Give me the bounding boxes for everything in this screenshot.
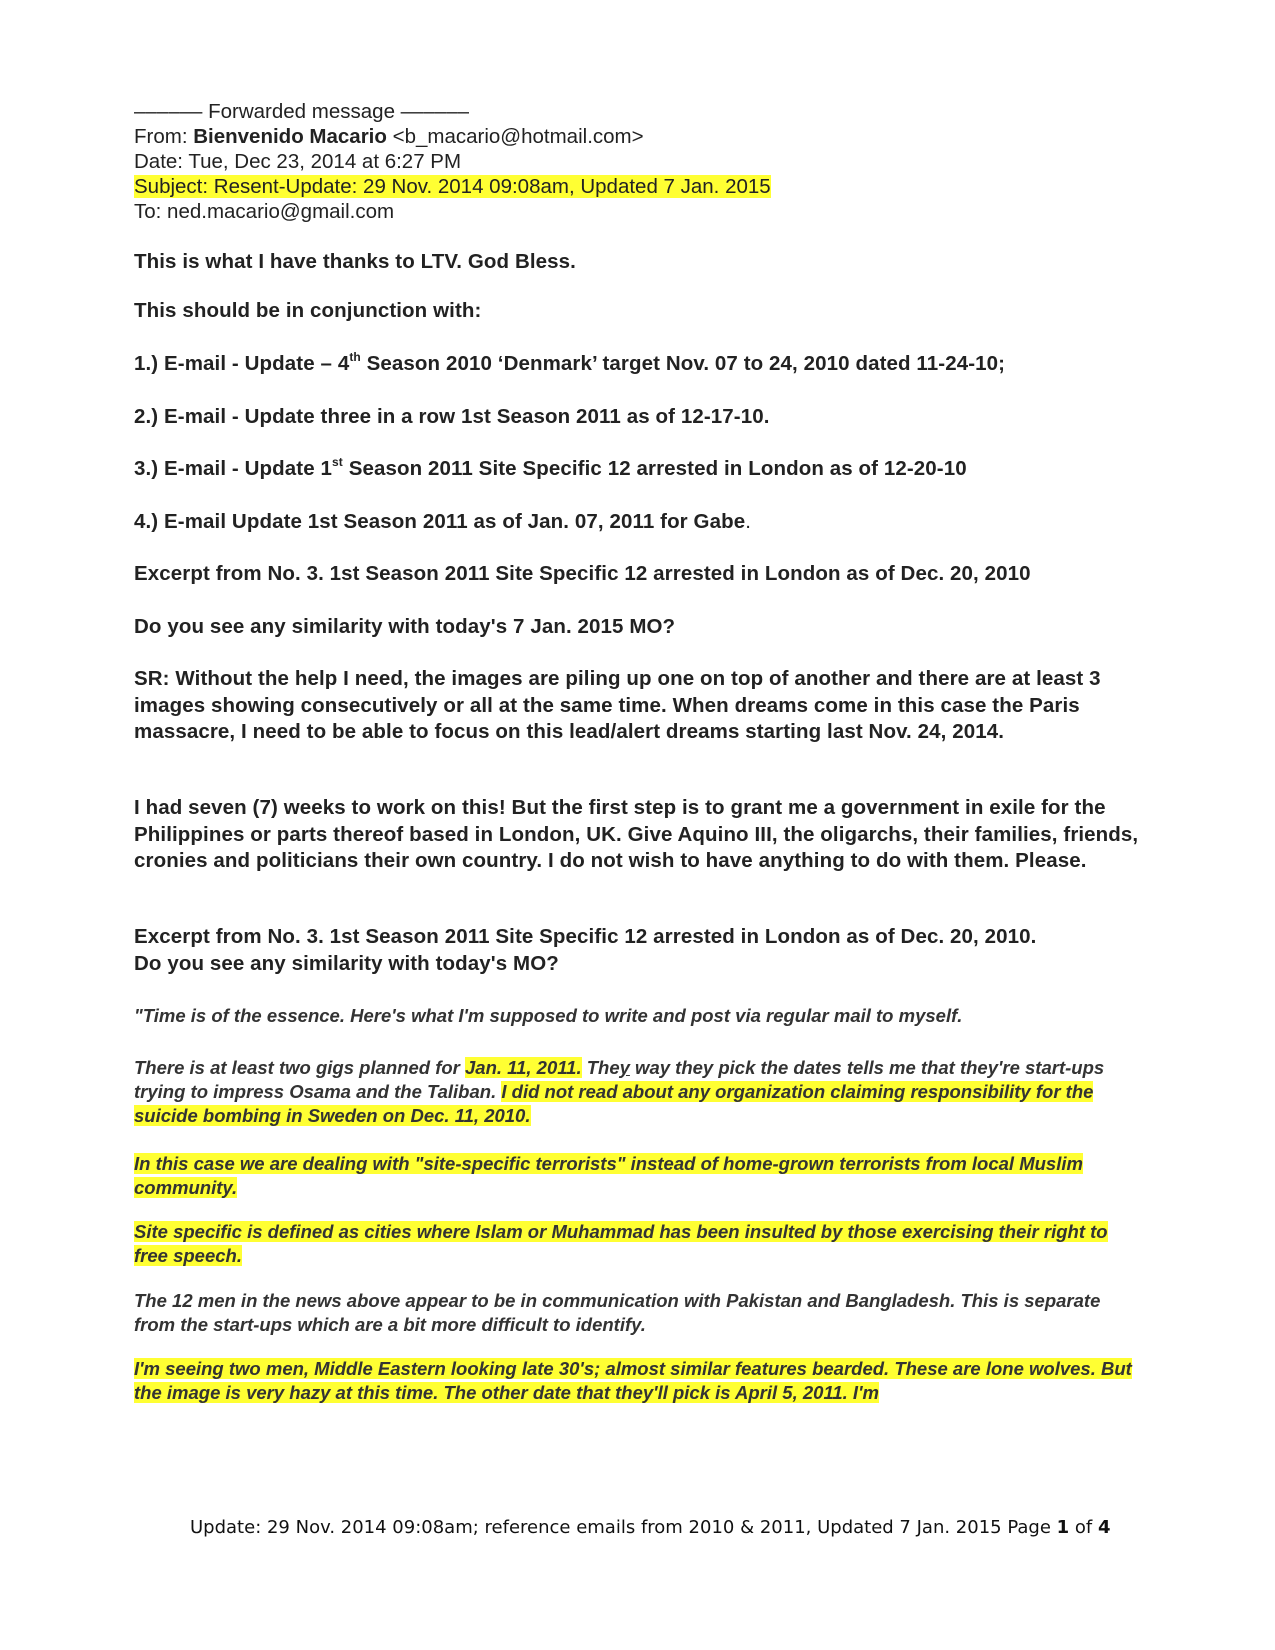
quote-site-specific-case [134, 1152, 1144, 1200]
conjunction-line: This should be in conjunction with: [134, 299, 482, 322]
seven-weeks-paragraph: I had seven (7) weeks to work on this! But the first step is to grant me a government in exile for the Philippines or parts thereof based in London, UK. Give Aquino III, the oligarchs, their families, friends, cronies and politicians their own country. I do not wish to have anything to do with them. Please. [134, 796, 1139, 872]
list-item-3-sup: st [332, 455, 343, 469]
quote-site-specific-case-highlight: In this case we are dealing with "site-specific terrorists" instead of home-grown terrorists from local Muslim community. [134, 1153, 1083, 1198]
list-item-1-rest: Season 2010 ‘Denmark’ target Nov. 07 to 24, 2010 dated 11-24-10; [360, 352, 1006, 375]
list-item-4-text: 4.) E-mail Update 1st Season 2011 as of Jan. 07, 2011 for Gabe [134, 510, 746, 533]
quote-gigs-end-highlight: I did not read about any organization claiming responsibility for the suicide bombing in Sweden on Dec. 11, 2010. [134, 1081, 1094, 1126]
excerpt-2: Excerpt from No. 3. 1st Season 2011 Site Specific 12 arrested in London as of Dec. 20, 2010. Do you see any similarity with today's MO? [134, 925, 1037, 975]
quote-twelve-men: The 12 men in the news above appear to be in communication with Pakistan and Bangladesh. This is separate from the start-ups which are a bit more difficult to identify. [134, 1290, 1101, 1335]
quote-site-specific-def-highlight: Site specific is defined as cities where Islam or Muhammad has been insulted by those exercising their right to free speech. [134, 1221, 1108, 1266]
quote-gigs-they: The [581, 1057, 620, 1078]
subject-line [134, 174, 771, 200]
from-name: Bienvenido Macario [193, 125, 387, 148]
footer-page-total: 4 [1097, 1517, 1111, 1538]
list-item-1 [134, 351, 1144, 378]
quote-gigs-rest: way they pick the dates tells me that they're start-ups trying to impress Osama and the Taliban. [134, 1057, 1105, 1102]
page-footer [190, 1517, 1110, 1538]
sr-paragraph: SR: Without the help I need, the images are piling up one on top of another and there are at least 3 images showing consecutively or all at the same time. When dreams come in this case the Paris massacre, I need to be able to focus on this lead/alert dreams starting last Nov. 24, 2014. [134, 667, 1101, 743]
to-line: To: ned.macario@gmail.com [134, 200, 395, 223]
quote-gigs-date-highlight: Jan. 11, 2011. [465, 1057, 582, 1078]
list-item-3 [134, 456, 1144, 483]
quote-two-men [134, 1357, 1144, 1405]
quote-two-men-highlight: I'm seeing two men, Middle Eastern looking late 30's; almost similar features bearded. These are lone wolves. But the image is very hazy at this time. The other date that they'll pick is April 5, 2011. I'm [134, 1358, 1132, 1403]
forward-line: –––––– Forwarded message –––––– [134, 100, 470, 123]
footer-of: of [1069, 1517, 1098, 1538]
footer-text: Update: 29 Nov. 2014 09:08am; reference emails from 2010 & 2011, Updated 7 Jan. 2015 Page [190, 1517, 1057, 1538]
quote-gigs-underlined: y [619, 1057, 630, 1078]
quote-gigs-text: There is at least two gigs planned for [134, 1057, 466, 1078]
list-item-4-period: . [745, 510, 752, 533]
intro-line: This is what I have thanks to LTV. God Bless. [134, 250, 576, 273]
quote-time-essence: "Time is of the essence. Here's what I'm supposed to write and post via regular mail to myself. [134, 1005, 963, 1026]
list-item-3-text: 3.) E-mail - Update 1 [134, 457, 333, 480]
question-1: Do you see any similarity with today's 7 Jan. 2015 MO? [134, 615, 676, 638]
date-line: Date: Tue, Dec 23, 2014 at 6:27 PM [134, 150, 462, 173]
list-item-1-text: 1.) E-mail - Update – 4 [134, 352, 350, 375]
from-line [134, 124, 644, 150]
list-item-1-sup: th [349, 350, 361, 364]
subject-highlight: Subject: Resent-Update: 29 Nov. 2014 09:08am, Updated 7 Jan. 2015 [134, 175, 771, 198]
from-label: From: [134, 125, 188, 148]
from-email: <b_macario@hotmail.com> [392, 125, 644, 148]
excerpt-1: Excerpt from No. 3. 1st Season 2011 Site Specific 12 arrested in London as of Dec. 20, 2010 [134, 562, 1031, 585]
list-item-3-rest: Season 2011 Site Specific 12 arrested in London as of 12-20-10 [342, 457, 967, 480]
list-item-2: 2.) E-mail - Update three in a row 1st Season 2011 as of 12-17-10. [134, 405, 770, 428]
footer-page-number: 1 [1056, 1517, 1070, 1538]
quote-gigs-paragraph [134, 1056, 1144, 1128]
list-item-4 [134, 509, 1144, 536]
quote-site-specific-def [134, 1220, 1144, 1268]
